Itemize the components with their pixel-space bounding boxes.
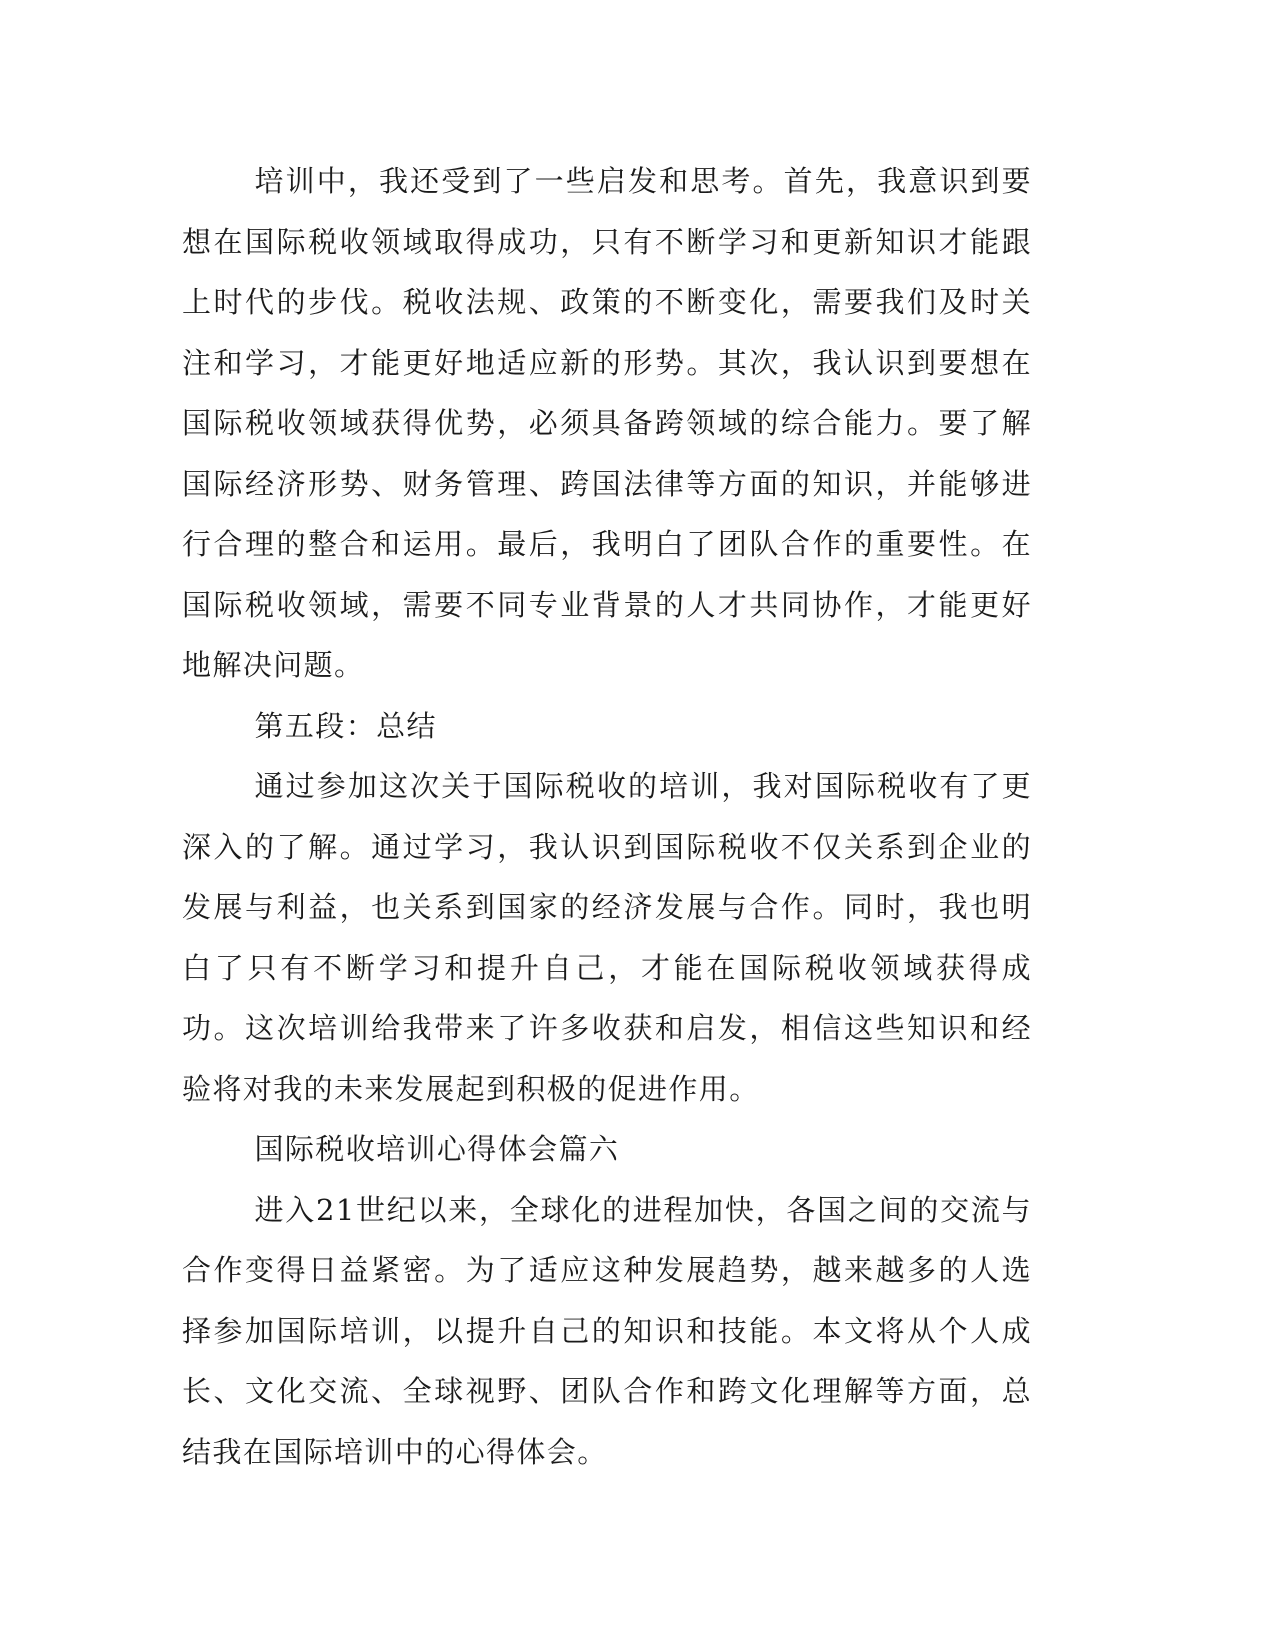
paragraph-inspiration: 培训中，我还受到了一些启发和思考。首先，我意识到要想在国际税收领域取得成功，只有不断学习和更新知识才能跟上时代的步伐。税收法规、政策的不断变化，需要我们及时关注和学习，才能更好地适应新的形势。其次，我认识到要想在国际税收领域获得优势，必须具备跨领域的综合能力。要了解国际经济形势、财务管理、跨国法律等方面的知识，并能够进行合理的整合和运用。最后，我明白了团队合作的重要性。在国际税收领域，需要不同专业背景的人才共同协作，才能更好地解决问题。 xyxy=(182,164,1032,682)
paragraph-summary: 通过参加这次关于国际税收的培训，我对国际税收有了更深入的了解。通过学习，我认识到国际税收不仅关系到企业的发展与利益，也关系到国家的经济发展与合作。同时，我也明白了只有不断学习和提升自己，才能在国际税收领域获得成功。这次培训给我带来了许多收获和启发，相信这些知识和经验将对我的未来发展起到积极的促进作用。 xyxy=(182,769,1032,1106)
article-title-part-six: 国际税收培训心得体会篇六 xyxy=(254,1132,620,1166)
document-body xyxy=(182,151,1032,1482)
paragraph-introduction: 进入21世纪以来，全球化的进程加快，各国之间的交流与合作变得日益紧密。为了适应这种发展趋势，越来越多的人选择参加国际培训，以提升自己的知识和技能。本文将从个人成长、文化交流、全球视野、团队合作和跨文化理解等方面，总结我在国际培训中的心得体会。 xyxy=(182,1192,1032,1469)
section-heading-summary: 第五段：总结 xyxy=(254,708,437,743)
